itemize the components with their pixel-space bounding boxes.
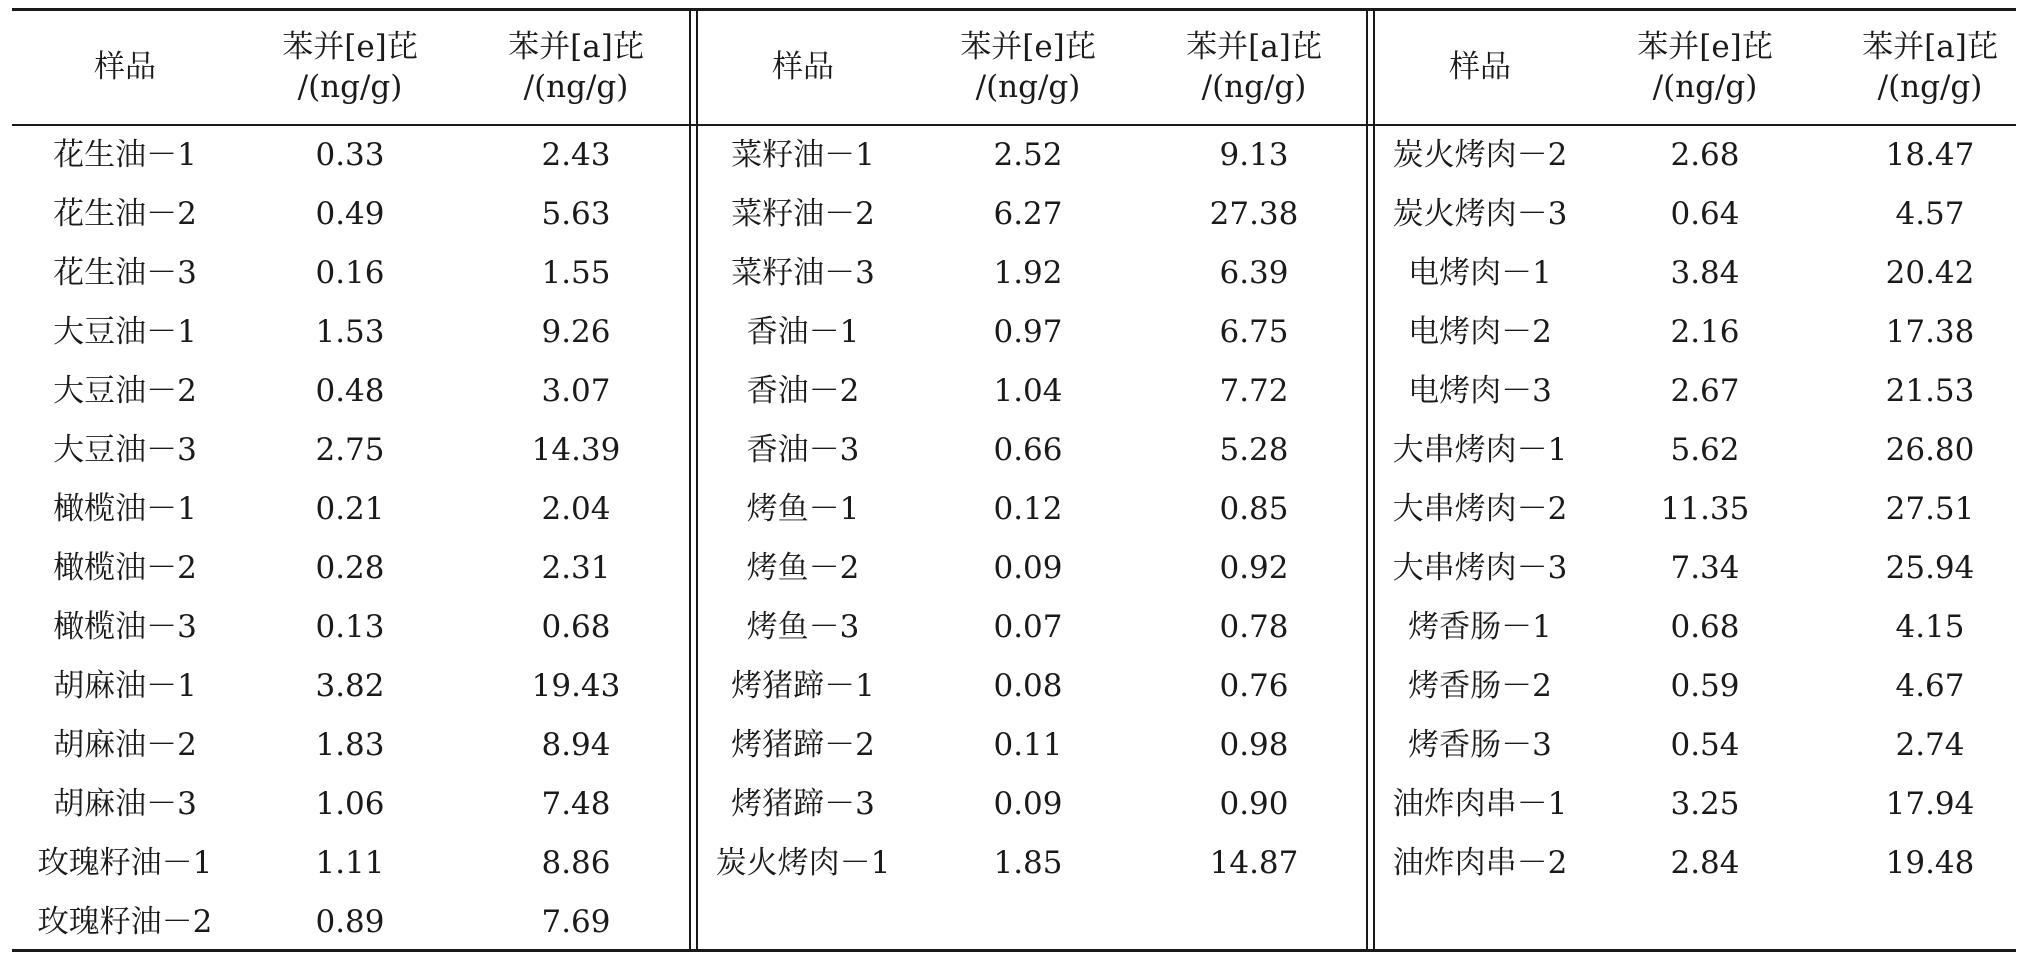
benzo-e-pyrene-value: 0.21 [315, 490, 385, 527]
sample-cell: 橄榄油－1 [53, 490, 197, 527]
benzo-a-pyrene-value: 6.39 [1219, 254, 1289, 291]
sample-cell: 炭火烤肉－3 [1392, 195, 1568, 232]
benzo-e-pyrene-value: 1.83 [315, 726, 385, 763]
sample-cell: 橄榄油－2 [53, 549, 197, 586]
benzo-a-pyrene-value: 17.94 [1885, 785, 1975, 822]
benzo-e-pyrene-value: 2.16 [1670, 313, 1740, 350]
benzo-a-pyrene-value: 14.39 [531, 431, 621, 468]
top-rule [12, 8, 2016, 11]
benzo-a-pyrene-value: 19.43 [531, 667, 621, 704]
benzo-a-pyrene-value: 3.07 [541, 372, 611, 409]
benzo-a-pyrene-value: 0.68 [541, 608, 611, 645]
sample-cell: 烤猪蹄－1 [731, 667, 875, 704]
header-text: 苯并[a]芘 [1862, 29, 1998, 66]
benzo-e-pyrene-value: 0.16 [315, 254, 385, 291]
benzo-e-pyrene-value: 3.84 [1670, 254, 1740, 291]
benzo-a-pyrene-value: 26.80 [1885, 431, 1975, 468]
header-text: /(ng/g) [1877, 69, 1983, 105]
benzo-a-pyrene-value: 9.13 [1219, 136, 1289, 173]
benzo-a-pyrene-value: 8.86 [541, 844, 611, 881]
benzo-a-pyrene-value: 2.43 [541, 136, 611, 173]
header-text: 样品 [1449, 49, 1511, 86]
benzo-e-pyrene-value: 0.09 [993, 785, 1063, 822]
sample-cell: 电烤肉－3 [1408, 372, 1552, 409]
header-sample [1380, 16, 1580, 120]
header-rule [12, 124, 2016, 126]
benzo-e-pyrene-value: 1.53 [315, 313, 385, 350]
benzo-a-pyrene-value: 27.38 [1209, 195, 1299, 232]
benzo-a-pyrene-value: 2.04 [541, 490, 611, 527]
header-benzo-a-pyrene [466, 16, 686, 120]
header-sample [25, 16, 225, 120]
benzo-e-pyrene-value: 1.11 [315, 844, 385, 881]
header-sample [703, 16, 903, 120]
sample-cell: 玫瑰籽油－1 [37, 844, 213, 881]
benzo-a-pyrene-value: 14.87 [1209, 844, 1299, 881]
sample-cell: 大豆油－1 [53, 313, 197, 350]
header-text: /(ng/g) [523, 69, 629, 105]
header-benzo-a-pyrene [1820, 16, 2022, 120]
sample-cell: 菜籽油－2 [731, 195, 875, 232]
benzo-e-pyrene-value: 0.97 [993, 313, 1063, 350]
header-text: /(ng/g) [297, 69, 403, 105]
benzo-a-pyrene-value: 4.57 [1895, 195, 1965, 232]
header-text: 样品 [94, 49, 156, 86]
benzo-e-pyrene-value: 0.07 [993, 608, 1063, 645]
benzo-a-pyrene-value: 25.94 [1885, 549, 1975, 586]
header-text: 苯并[e]芘 [282, 29, 418, 66]
benzo-a-pyrene-value: 8.94 [541, 726, 611, 763]
header-text: 苯并[a]芘 [508, 29, 644, 66]
benzo-e-pyrene-value: 0.33 [315, 136, 385, 173]
benzo-a-pyrene-value: 1.55 [541, 254, 611, 291]
sample-cell: 花生油－3 [53, 254, 197, 291]
benzo-e-pyrene-value: 0.28 [315, 549, 385, 586]
sample-cell: 花生油－1 [53, 136, 197, 173]
benzo-a-pyrene-value: 7.72 [1219, 372, 1289, 409]
benzo-a-pyrene-value: 5.63 [541, 195, 611, 232]
benzo-e-pyrene-value: 0.48 [315, 372, 385, 409]
panel-separator-line [1366, 8, 1368, 952]
benzo-e-pyrene-value: 0.64 [1670, 195, 1740, 232]
benzo-a-pyrene-value: 18.47 [1885, 136, 1975, 173]
sample-cell: 炭火烤肉－1 [715, 844, 891, 881]
header-benzo-e-pyrene [1595, 16, 1815, 120]
header-benzo-e-pyrene [918, 16, 1138, 120]
benzo-e-pyrene-value: 11.35 [1660, 490, 1750, 527]
benzo-a-pyrene-value: 2.74 [1895, 726, 1965, 763]
benzo-e-pyrene-value: 2.67 [1670, 372, 1740, 409]
benzo-e-pyrene-value: 0.89 [315, 903, 385, 940]
sample-cell: 烤鱼－1 [746, 490, 860, 527]
benzo-a-pyrene-value: 2.31 [541, 549, 611, 586]
sample-cell: 大豆油－2 [53, 372, 197, 409]
benzo-e-pyrene-value: 0.49 [315, 195, 385, 232]
benzo-e-pyrene-value: 0.09 [993, 549, 1063, 586]
header-benzo-a-pyrene [1144, 16, 1364, 120]
benzo-e-pyrene-value: 2.52 [993, 136, 1063, 173]
benzo-e-pyrene-value: 3.82 [315, 667, 385, 704]
benzo-a-pyrene-value: 0.76 [1219, 667, 1289, 704]
benzo-e-pyrene-value: 2.68 [1670, 136, 1740, 173]
benzo-a-pyrene-value: 5.28 [1219, 431, 1289, 468]
benzo-a-pyrene-value: 0.90 [1219, 785, 1289, 822]
sample-cell: 香油－3 [746, 431, 860, 468]
panel-separator-line [689, 8, 691, 952]
panel-separator-line [1373, 8, 1375, 952]
benzo-e-pyrene-value: 1.92 [993, 254, 1063, 291]
sample-cell: 烤猪蹄－2 [731, 726, 875, 763]
benzo-a-pyrene-value: 9.26 [541, 313, 611, 350]
benzo-e-pyrene-value: 1.06 [315, 785, 385, 822]
benzo-a-pyrene-value: 0.92 [1219, 549, 1289, 586]
sample-cell: 花生油－2 [53, 195, 197, 232]
benzo-e-pyrene-value: 0.66 [993, 431, 1063, 468]
benzo-a-pyrene-value: 6.75 [1219, 313, 1289, 350]
header-benzo-e-pyrene [240, 16, 460, 120]
sample-cell: 玫瑰籽油－2 [37, 903, 213, 940]
benzo-e-pyrene-value: 1.85 [993, 844, 1063, 881]
sample-cell: 大串烤肉－1 [1392, 431, 1568, 468]
sample-cell: 烤猪蹄－3 [731, 785, 875, 822]
benzo-a-pyrene-value: 27.51 [1885, 490, 1975, 527]
benzo-e-pyrene-value: 0.54 [1670, 726, 1740, 763]
benzo-e-pyrene-value: 0.13 [315, 608, 385, 645]
header-text: 样品 [772, 49, 834, 86]
sample-cell: 电烤肉－1 [1408, 254, 1552, 291]
header-text: 苯并[e]芘 [1637, 29, 1773, 66]
sample-cell: 香油－1 [746, 313, 860, 350]
benzo-e-pyrene-value: 2.84 [1670, 844, 1740, 881]
sample-cell: 油炸肉串－2 [1392, 844, 1568, 881]
benzo-e-pyrene-value: 0.59 [1670, 667, 1740, 704]
sample-cell: 胡麻油－2 [53, 726, 197, 763]
sample-cell: 电烤肉－2 [1408, 313, 1552, 350]
header-text: /(ng/g) [1201, 69, 1307, 105]
header-text: /(ng/g) [975, 69, 1081, 105]
sample-cell: 香油－2 [746, 372, 860, 409]
sample-cell: 胡麻油－1 [53, 667, 197, 704]
benzo-e-pyrene-value: 0.68 [1670, 608, 1740, 645]
benzo-e-pyrene-value: 2.75 [315, 431, 385, 468]
bottom-rule [12, 949, 2016, 952]
benzo-a-pyrene-value: 4.15 [1895, 608, 1965, 645]
benzo-a-pyrene-value: 7.48 [541, 785, 611, 822]
sample-cell: 大豆油－3 [53, 431, 197, 468]
benzo-e-pyrene-value: 7.34 [1670, 549, 1740, 586]
benzo-a-pyrene-value: 21.53 [1885, 372, 1975, 409]
sample-cell: 大串烤肉－2 [1392, 490, 1568, 527]
sample-cell: 烤香肠－3 [1408, 726, 1552, 763]
benzo-e-pyrene-value: 6.27 [993, 195, 1063, 232]
benzo-a-pyrene-value: 17.38 [1885, 313, 1975, 350]
header-text: 苯并[e]芘 [960, 29, 1096, 66]
benzo-a-pyrene-value: 19.48 [1885, 844, 1975, 881]
sample-cell: 橄榄油－3 [53, 608, 197, 645]
sample-cell: 烤香肠－2 [1408, 667, 1552, 704]
header-text: 苯并[a]芘 [1186, 29, 1322, 66]
benzo-a-pyrene-value: 0.85 [1219, 490, 1289, 527]
sample-cell: 炭火烤肉－2 [1392, 136, 1568, 173]
sample-cell: 油炸肉串－1 [1392, 785, 1568, 822]
benzo-e-pyrene-value: 3.25 [1670, 785, 1740, 822]
panel-separator-line [696, 8, 698, 952]
benzo-e-pyrene-value: 0.11 [993, 726, 1063, 763]
sample-cell: 菜籽油－1 [731, 136, 875, 173]
sample-cell: 烤鱼－2 [746, 549, 860, 586]
benzo-a-pyrene-value: 20.42 [1885, 254, 1975, 291]
sample-cell: 大串烤肉－3 [1392, 549, 1568, 586]
sample-cell: 菜籽油－3 [731, 254, 875, 291]
benzo-e-pyrene-value: 1.04 [993, 372, 1063, 409]
benzo-a-pyrene-value: 0.98 [1219, 726, 1289, 763]
benzo-e-pyrene-value: 0.08 [993, 667, 1063, 704]
benzo-a-pyrene-value: 0.78 [1219, 608, 1289, 645]
benzo-a-pyrene-value: 7.69 [541, 903, 611, 940]
sample-cell: 烤鱼－3 [746, 608, 860, 645]
benzo-e-pyrene-value: 5.62 [1670, 431, 1740, 468]
sample-cell: 烤香肠－1 [1408, 608, 1552, 645]
benzo-a-pyrene-value: 4.67 [1895, 667, 1965, 704]
sample-cell: 胡麻油－3 [53, 785, 197, 822]
benzo-e-pyrene-value: 0.12 [993, 490, 1063, 527]
header-text: /(ng/g) [1652, 69, 1758, 105]
